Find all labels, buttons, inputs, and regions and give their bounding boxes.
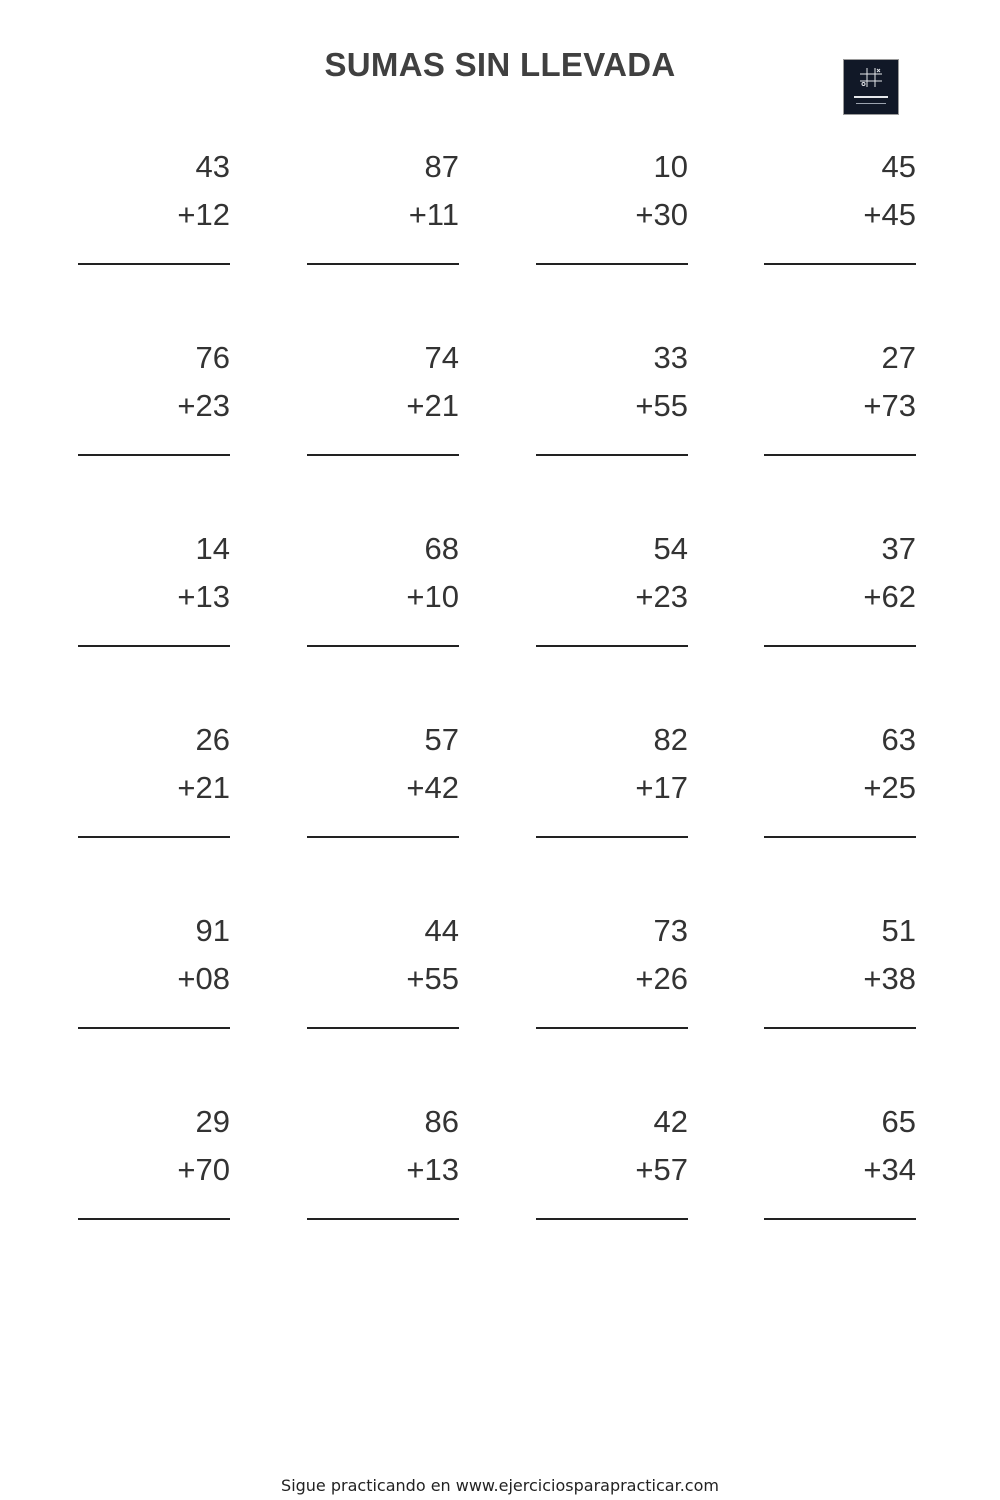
addend-top: 42 <box>653 1104 688 1139</box>
addition-problem <box>536 914 688 1044</box>
addend-bottom: +70 <box>177 1152 230 1187</box>
addition-problem <box>536 1105 688 1235</box>
addend-top: 43 <box>195 149 230 184</box>
addend-bottom: +26 <box>635 961 688 996</box>
answer-line[interactable] <box>78 1027 230 1029</box>
addition-problem <box>307 914 459 1044</box>
addend-top: 65 <box>881 1104 916 1139</box>
addend-bottom: +23 <box>177 388 230 423</box>
addend-bottom: +42 <box>406 770 459 805</box>
answer-line[interactable] <box>78 645 230 647</box>
answer-line[interactable] <box>307 1027 459 1029</box>
answer-line[interactable] <box>536 454 688 456</box>
addend-top: 10 <box>653 149 688 184</box>
answer-line[interactable] <box>78 263 230 265</box>
addend-bottom: +57 <box>635 1152 688 1187</box>
answer-line[interactable] <box>764 263 916 265</box>
answer-line[interactable] <box>536 263 688 265</box>
addend-bottom: +13 <box>406 1152 459 1187</box>
answer-line[interactable] <box>764 454 916 456</box>
addend-top: 27 <box>881 340 916 375</box>
answer-line[interactable] <box>536 1027 688 1029</box>
addend-top: 82 <box>653 722 688 757</box>
addition-problem <box>764 150 916 280</box>
addition-problem <box>78 341 230 471</box>
answer-line[interactable] <box>78 836 230 838</box>
addend-bottom: +21 <box>177 770 230 805</box>
addend-top: 76 <box>195 340 230 375</box>
addition-problem <box>764 341 916 471</box>
answer-line[interactable] <box>307 1218 459 1220</box>
addend-bottom: +10 <box>406 579 459 614</box>
addend-bottom: +45 <box>863 197 916 232</box>
answer-line[interactable] <box>764 836 916 838</box>
addend-top: 73 <box>653 913 688 948</box>
addend-bottom: +62 <box>863 579 916 614</box>
addend-top: 29 <box>195 1104 230 1139</box>
addition-problem <box>764 723 916 853</box>
addend-top: 68 <box>424 531 459 566</box>
addition-problem <box>307 150 459 280</box>
addend-top: 44 <box>424 913 459 948</box>
addition-problem <box>764 1105 916 1235</box>
addend-bottom: +73 <box>863 388 916 423</box>
answer-line[interactable] <box>536 1218 688 1220</box>
answer-line[interactable] <box>764 1218 916 1220</box>
addend-top: 87 <box>424 149 459 184</box>
addition-problem <box>307 341 459 471</box>
addend-top: 86 <box>424 1104 459 1139</box>
addend-bottom: +55 <box>406 961 459 996</box>
addend-top: 26 <box>195 722 230 757</box>
addend-top: 51 <box>881 913 916 948</box>
addition-problem <box>78 723 230 853</box>
addend-bottom: +30 <box>635 197 688 232</box>
answer-line[interactable] <box>536 645 688 647</box>
addition-problem <box>307 723 459 853</box>
addition-problem <box>78 1105 230 1235</box>
addend-top: 74 <box>424 340 459 375</box>
addend-bottom: +23 <box>635 579 688 614</box>
addend-top: 54 <box>653 531 688 566</box>
addend-bottom: +55 <box>635 388 688 423</box>
answer-line[interactable] <box>536 836 688 838</box>
addend-bottom: +08 <box>177 961 230 996</box>
addition-problem <box>78 150 230 280</box>
footer-text: Sigue practicando en www.ejerciciosparapracticar.com <box>281 1476 719 1495</box>
addition-problem <box>536 723 688 853</box>
addition-problem <box>536 532 688 662</box>
answer-line[interactable] <box>307 454 459 456</box>
addition-problem <box>78 914 230 1044</box>
addend-top: 33 <box>653 340 688 375</box>
addend-bottom: +34 <box>863 1152 916 1187</box>
answer-line[interactable] <box>307 645 459 647</box>
addend-bottom: +12 <box>177 197 230 232</box>
addend-top: 45 <box>881 149 916 184</box>
addition-problem <box>764 914 916 1044</box>
addend-bottom: +17 <box>635 770 688 805</box>
addend-bottom: +38 <box>863 961 916 996</box>
addition-problem <box>764 532 916 662</box>
brand-logo <box>843 59 899 115</box>
addend-bottom: +25 <box>863 770 916 805</box>
page-title: SUMAS SIN LLEVADA <box>324 46 676 83</box>
addend-top: 63 <box>881 722 916 757</box>
answer-line[interactable] <box>307 836 459 838</box>
tic-tac-toe-grid-icon <box>844 60 898 114</box>
addend-bottom: +13 <box>177 579 230 614</box>
answer-line[interactable] <box>78 1218 230 1220</box>
addend-bottom: +21 <box>406 388 459 423</box>
answer-line[interactable] <box>764 1027 916 1029</box>
addend-bottom: +11 <box>408 197 459 232</box>
addend-top: 91 <box>195 913 230 948</box>
addend-top: 14 <box>195 531 230 566</box>
addition-problem <box>536 341 688 471</box>
addend-top: 57 <box>424 722 459 757</box>
answer-line[interactable] <box>307 263 459 265</box>
answer-line[interactable] <box>764 645 916 647</box>
addition-problem <box>536 150 688 280</box>
addition-problem <box>307 532 459 662</box>
addition-problem <box>307 1105 459 1235</box>
answer-line[interactable] <box>78 454 230 456</box>
addition-problem <box>78 532 230 662</box>
addend-top: 37 <box>881 531 916 566</box>
